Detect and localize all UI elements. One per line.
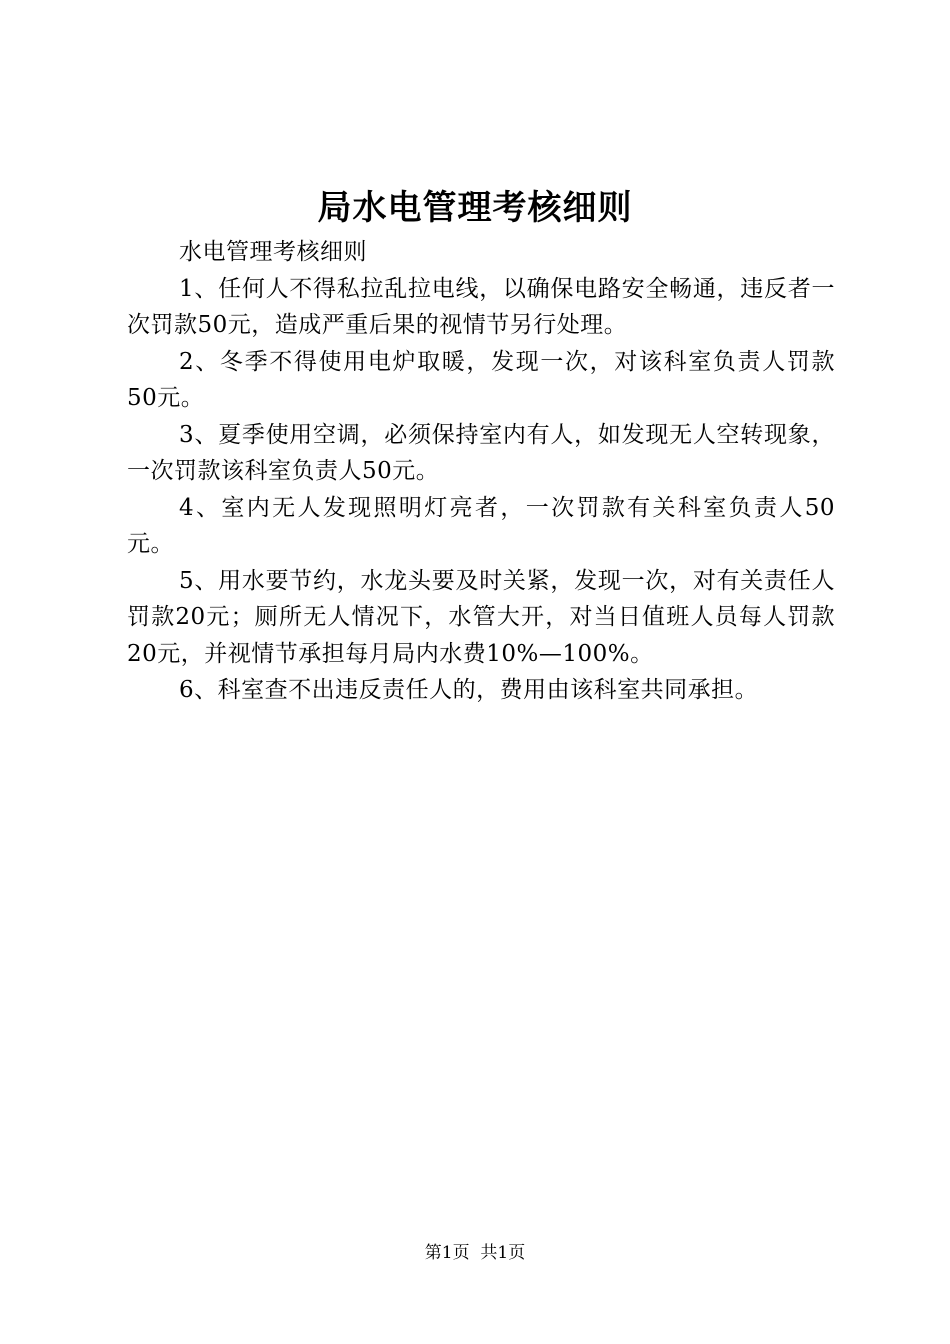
paragraph-rule-5: 5、用水要节约，水龙头要及时关紧，发现一次，对有关责任人罚款20元；厕所无人情况下，水管大开，对当日值班人员每人罚款20元，并视情节承担每月局内水费10%—100%。 xyxy=(127,567,835,667)
page-number-total: 共1页 xyxy=(480,1243,526,1263)
paragraph-subtitle: 水电管理考核细则 xyxy=(179,239,367,265)
paragraph-rule-2: 2、冬季不得使用电炉取暖，发现一次，对该科室负责人罚款50元。 xyxy=(127,348,835,411)
document-body xyxy=(127,234,835,709)
paragraph-rule-6: 6、科室查不出违反责任人的，费用由该科室共同承担。 xyxy=(179,677,759,703)
paragraph-rule-4: 4、室内无人发现照明灯亮者，一次罚款有关科室负责人50元。 xyxy=(127,494,835,557)
document-title: 局水电管理考核细则 xyxy=(317,188,633,228)
page-footer xyxy=(0,1241,950,1265)
paragraph-rule-3: 3、夏季使用空调，必须保持室内有人，如发现无人空转现象，一次罚款该科室负责人50元。 xyxy=(127,421,835,484)
page-number-current: 第1页 xyxy=(424,1243,470,1263)
footer-spacer xyxy=(470,1243,481,1263)
paragraph-rule-1: 1、任何人不得私拉乱拉电线，以确保电路安全畅通，违反者一次罚款50元，造成严重后果的视情节另行处理。 xyxy=(127,275,835,338)
